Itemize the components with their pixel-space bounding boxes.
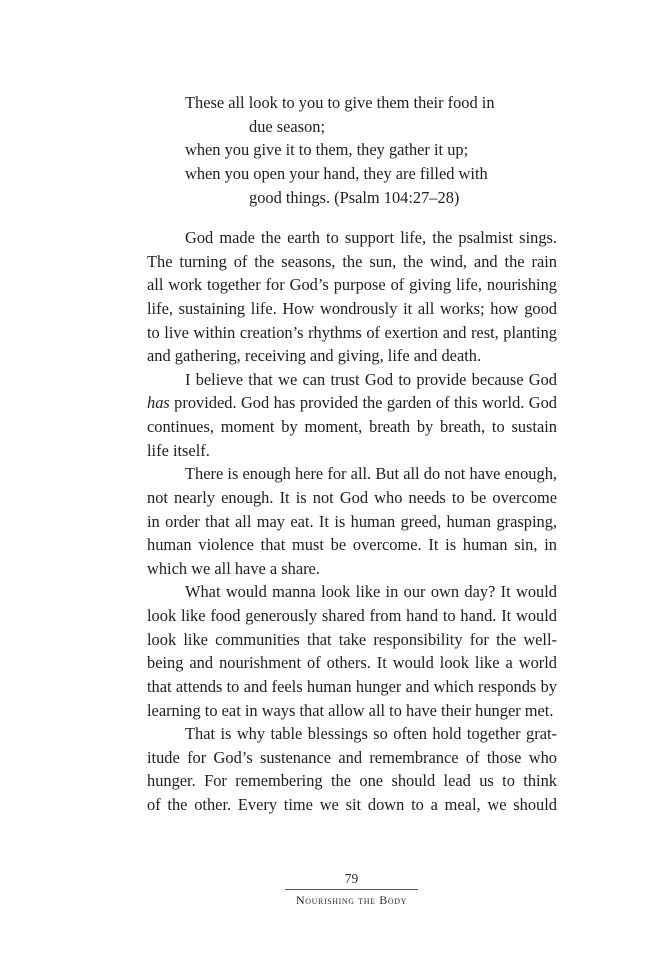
body-text (147, 226, 557, 817)
text-line: continues, moment by moment, breath by breath, to sustain (147, 417, 557, 436)
footer-divider (285, 889, 418, 890)
text-line: of the other. Every time we sit down to a meal, we should (147, 795, 557, 814)
text-line: that attends to and feels human hunger and which responds by (147, 676, 557, 696)
quote-line: when you give it to them, they gather it up; (185, 140, 469, 160)
text-fragment: provided. God has provided the garden of this world. God (169, 393, 557, 413)
quote-line: These all look to you to give them their food in (185, 93, 495, 112)
text-line: look like communities that take responsibility for the well- (147, 629, 557, 649)
text-line: life itself. (147, 440, 210, 460)
text-line: and gathering, receiving and giving, life and death. (147, 346, 482, 366)
paragraph (147, 226, 557, 368)
paragraph (147, 722, 557, 817)
quote-line: due season; (249, 116, 326, 136)
text-line: I believe that we can trust God to provide because God (185, 369, 557, 389)
paragraph (147, 462, 557, 580)
text-line: There is enough here for all. But all do not have enough, (185, 464, 557, 484)
paragraph (147, 580, 557, 722)
text-line: learning to eat in ways that allow all to have their hunger met. (147, 700, 554, 720)
text-line: itude for God’s sustenance and remembrance of those who (147, 747, 557, 767)
text-line: in order that all may eat. It is human greed, human grasping, (147, 511, 557, 531)
text-line: all work together for God’s purpose of giving life, nourishing (147, 275, 557, 295)
emphasis-text: has (147, 393, 170, 413)
text-line: look like food generously shared from hand to hand. It would (147, 606, 557, 625)
quote-line: good things. (Psalm 104:27–28) (249, 187, 460, 207)
page-footer (285, 870, 418, 908)
text-line: being and nourishment of others. It would look like a world (147, 653, 557, 673)
text-line: The turning of the seasons, the sun, the wind, and the rain (147, 251, 557, 271)
text-line: What would manna look like in our own day? It would (185, 582, 557, 602)
text-line: human violence that must be overcome. It is human sin, in (147, 535, 557, 555)
text-line: hunger. For remembering the one should lead us to think (147, 771, 557, 791)
text-line (147, 391, 557, 415)
text-line: not nearly enough. It is not God who needs to be overcome (147, 487, 557, 507)
quote-line: when you open your hand, they are filled with (185, 164, 488, 184)
text-line: life, sustaining life. How wondrously it all works; how good (147, 298, 557, 318)
page-number: 79 (344, 871, 359, 886)
text-line: which we all have a share. (147, 558, 320, 578)
text-line: God made the earth to support life, the psalmist sings. (185, 228, 557, 247)
text-line: to live within creation’s rhythms of exertion and rest, planting (147, 322, 557, 342)
paragraph (147, 368, 557, 463)
psalm-quote (185, 91, 585, 210)
running-title: Nourishing the Body (296, 893, 407, 907)
text-line: That is why table blessings so often hold together grat- (185, 724, 557, 744)
